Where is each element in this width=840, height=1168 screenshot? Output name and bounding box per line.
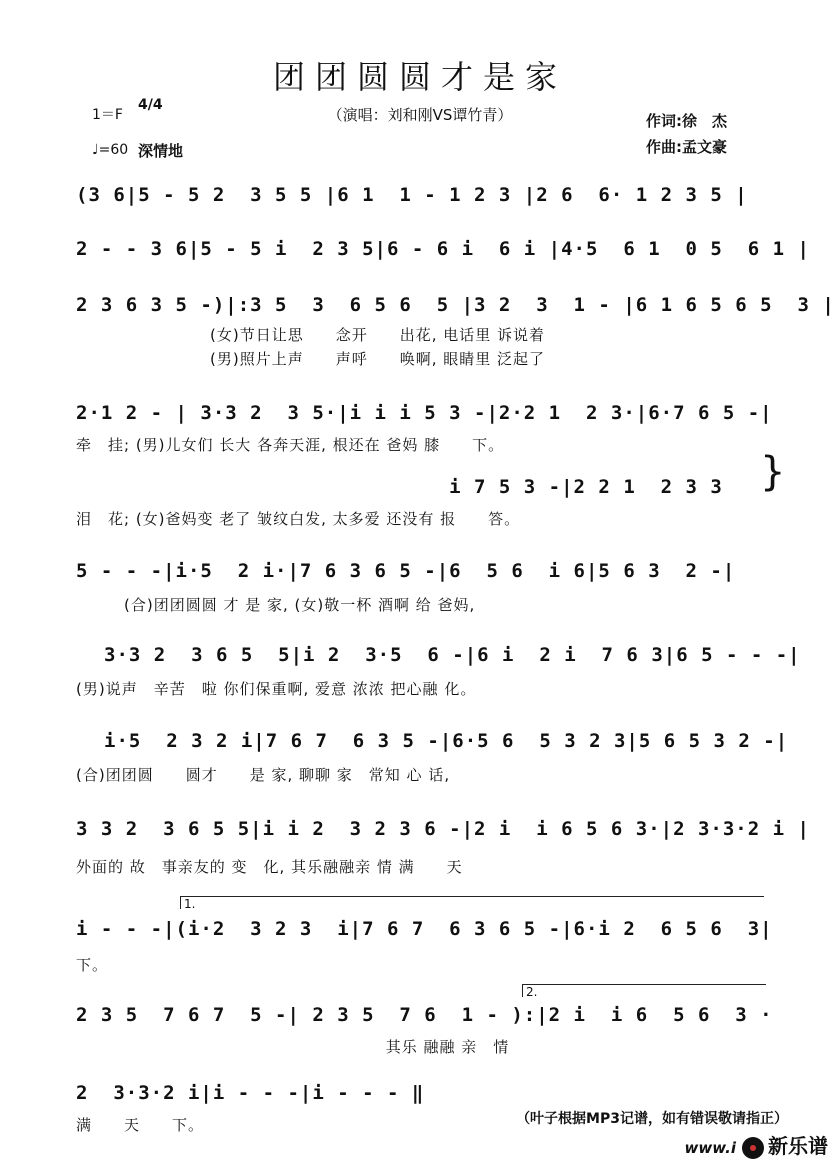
- watermark-site: www.i: [684, 1139, 736, 1157]
- lyric-line: (合)团团圆 圆才 是 家, 聊聊 家 常知 心 话,: [76, 766, 451, 784]
- lyric-line: 下。: [76, 956, 109, 974]
- song-title: 团团圆圆才是家: [272, 58, 567, 96]
- lyric-line: 泪 花; (女)爸妈变 老了 皱纹白发, 太多爱 还没有 报 答。: [76, 510, 521, 528]
- notation-line: i 7 5 3 -|2 2 1 2 3 3: [76, 476, 723, 498]
- notation-line: 3 3 2 3 6 5 5|i i 2 3 2 3 6 -|2 i i 6 5 6 3·|2 3·3·2 i |: [76, 818, 810, 840]
- watermark: [685, 1130, 828, 1159]
- record-disc-icon: [742, 1137, 764, 1159]
- performers: （演唱：刘和刚VS谭竹青）: [327, 106, 513, 124]
- notation-line: 2 3 6 3 5 -)|:3 5 3 6 5 6 5 |3 2 3 1 - |6 1 6 5 6 5 3 |: [76, 294, 835, 316]
- time-signature: 4/4: [138, 97, 163, 113]
- lyric-line: (男)照片上声 声呼 唤啊, 眼睛里 泛起了: [210, 350, 546, 368]
- composer: 作曲:孟文豪: [646, 138, 727, 156]
- volta-1: 1.: [180, 896, 764, 909]
- notation-line: 2 - - 3 6|5 - 5 i 2 3 5|6 - 6 i 6 i |4·5 6 1 0 5 6 1 |: [76, 238, 810, 260]
- notation-line: i - - -|(i·2 3 2 3 i|7 6 7 6 3 6 5 -|6·i 2 6 5 6 3|: [76, 918, 773, 940]
- lyric-line: (男)说声 辛苦 啦 你们保重啊, 爱意 浓浓 把心融 化。: [76, 680, 477, 698]
- tempo-mark: ♩=60: [92, 142, 129, 158]
- notation-line: 2 3·3·2 i|i - - -|i - - - ‖: [76, 1082, 425, 1104]
- brace: }: [760, 449, 786, 495]
- lyric-line: (合)团团圆圆 才 是 家, (女)敬一杯 酒啊 给 爸妈,: [76, 596, 476, 614]
- transcription-note: （叶子根据MP3记谱，如有错误敬请指正）: [516, 1111, 788, 1127]
- key-signature: 1＝F: [92, 107, 123, 123]
- lyric-line: 满 天 下。: [76, 1116, 205, 1134]
- lyric-line: (女)节日让思 念开 出花, 电话里 诉说着: [210, 326, 546, 344]
- notation-line: (3 6|5 - 5 2 3 5 5 |6 1 1 - 1 2 3 |2 6 6· 1 2 3 5 |: [76, 184, 748, 206]
- lyric-line: 其乐 融融 亲 情: [76, 1038, 510, 1056]
- notation-line: 2·1 2 - | 3·3 2 3 5·|i i i 5 3 -|2·2 1 2 3·|6·7 6 5 -|: [76, 402, 773, 424]
- lyricist: 作词:徐 杰: [646, 112, 727, 130]
- lyric-line: 牵 挂; (男)儿女们 长大 各奔天涯, 根还在 爸妈 膝 下。: [76, 436, 505, 454]
- volta-2: 2.: [522, 984, 766, 997]
- notation-line: 2 3 5 7 6 7 5 -| 2 3 5 7 6 1 - ):|2 i i 6 5 6 3 ·: [76, 1004, 773, 1026]
- notation-line: 3·3 2 3 6 5 5|i 2 3·5 6 -|6 i 2 i 7 6 3|6 5 - - -|: [104, 644, 801, 666]
- notation-line: i·5 2 3 2 i|7 6 7 6 3 5 -|6·5 6 5 3 2 3|5 6 5 3 2 -|: [104, 730, 789, 752]
- lyric-line: 外面的 故 事亲友的 变 化, 其乐融融亲 情 满 天: [76, 858, 463, 876]
- notation-line: 5 - - -|i·5 2 i·|7 6 3 6 5 -|6 5 6 i 6|5 6 3 2 -|: [76, 560, 736, 582]
- watermark-brand: 新乐谱: [768, 1134, 828, 1158]
- expression-mark: 深情地: [138, 142, 184, 160]
